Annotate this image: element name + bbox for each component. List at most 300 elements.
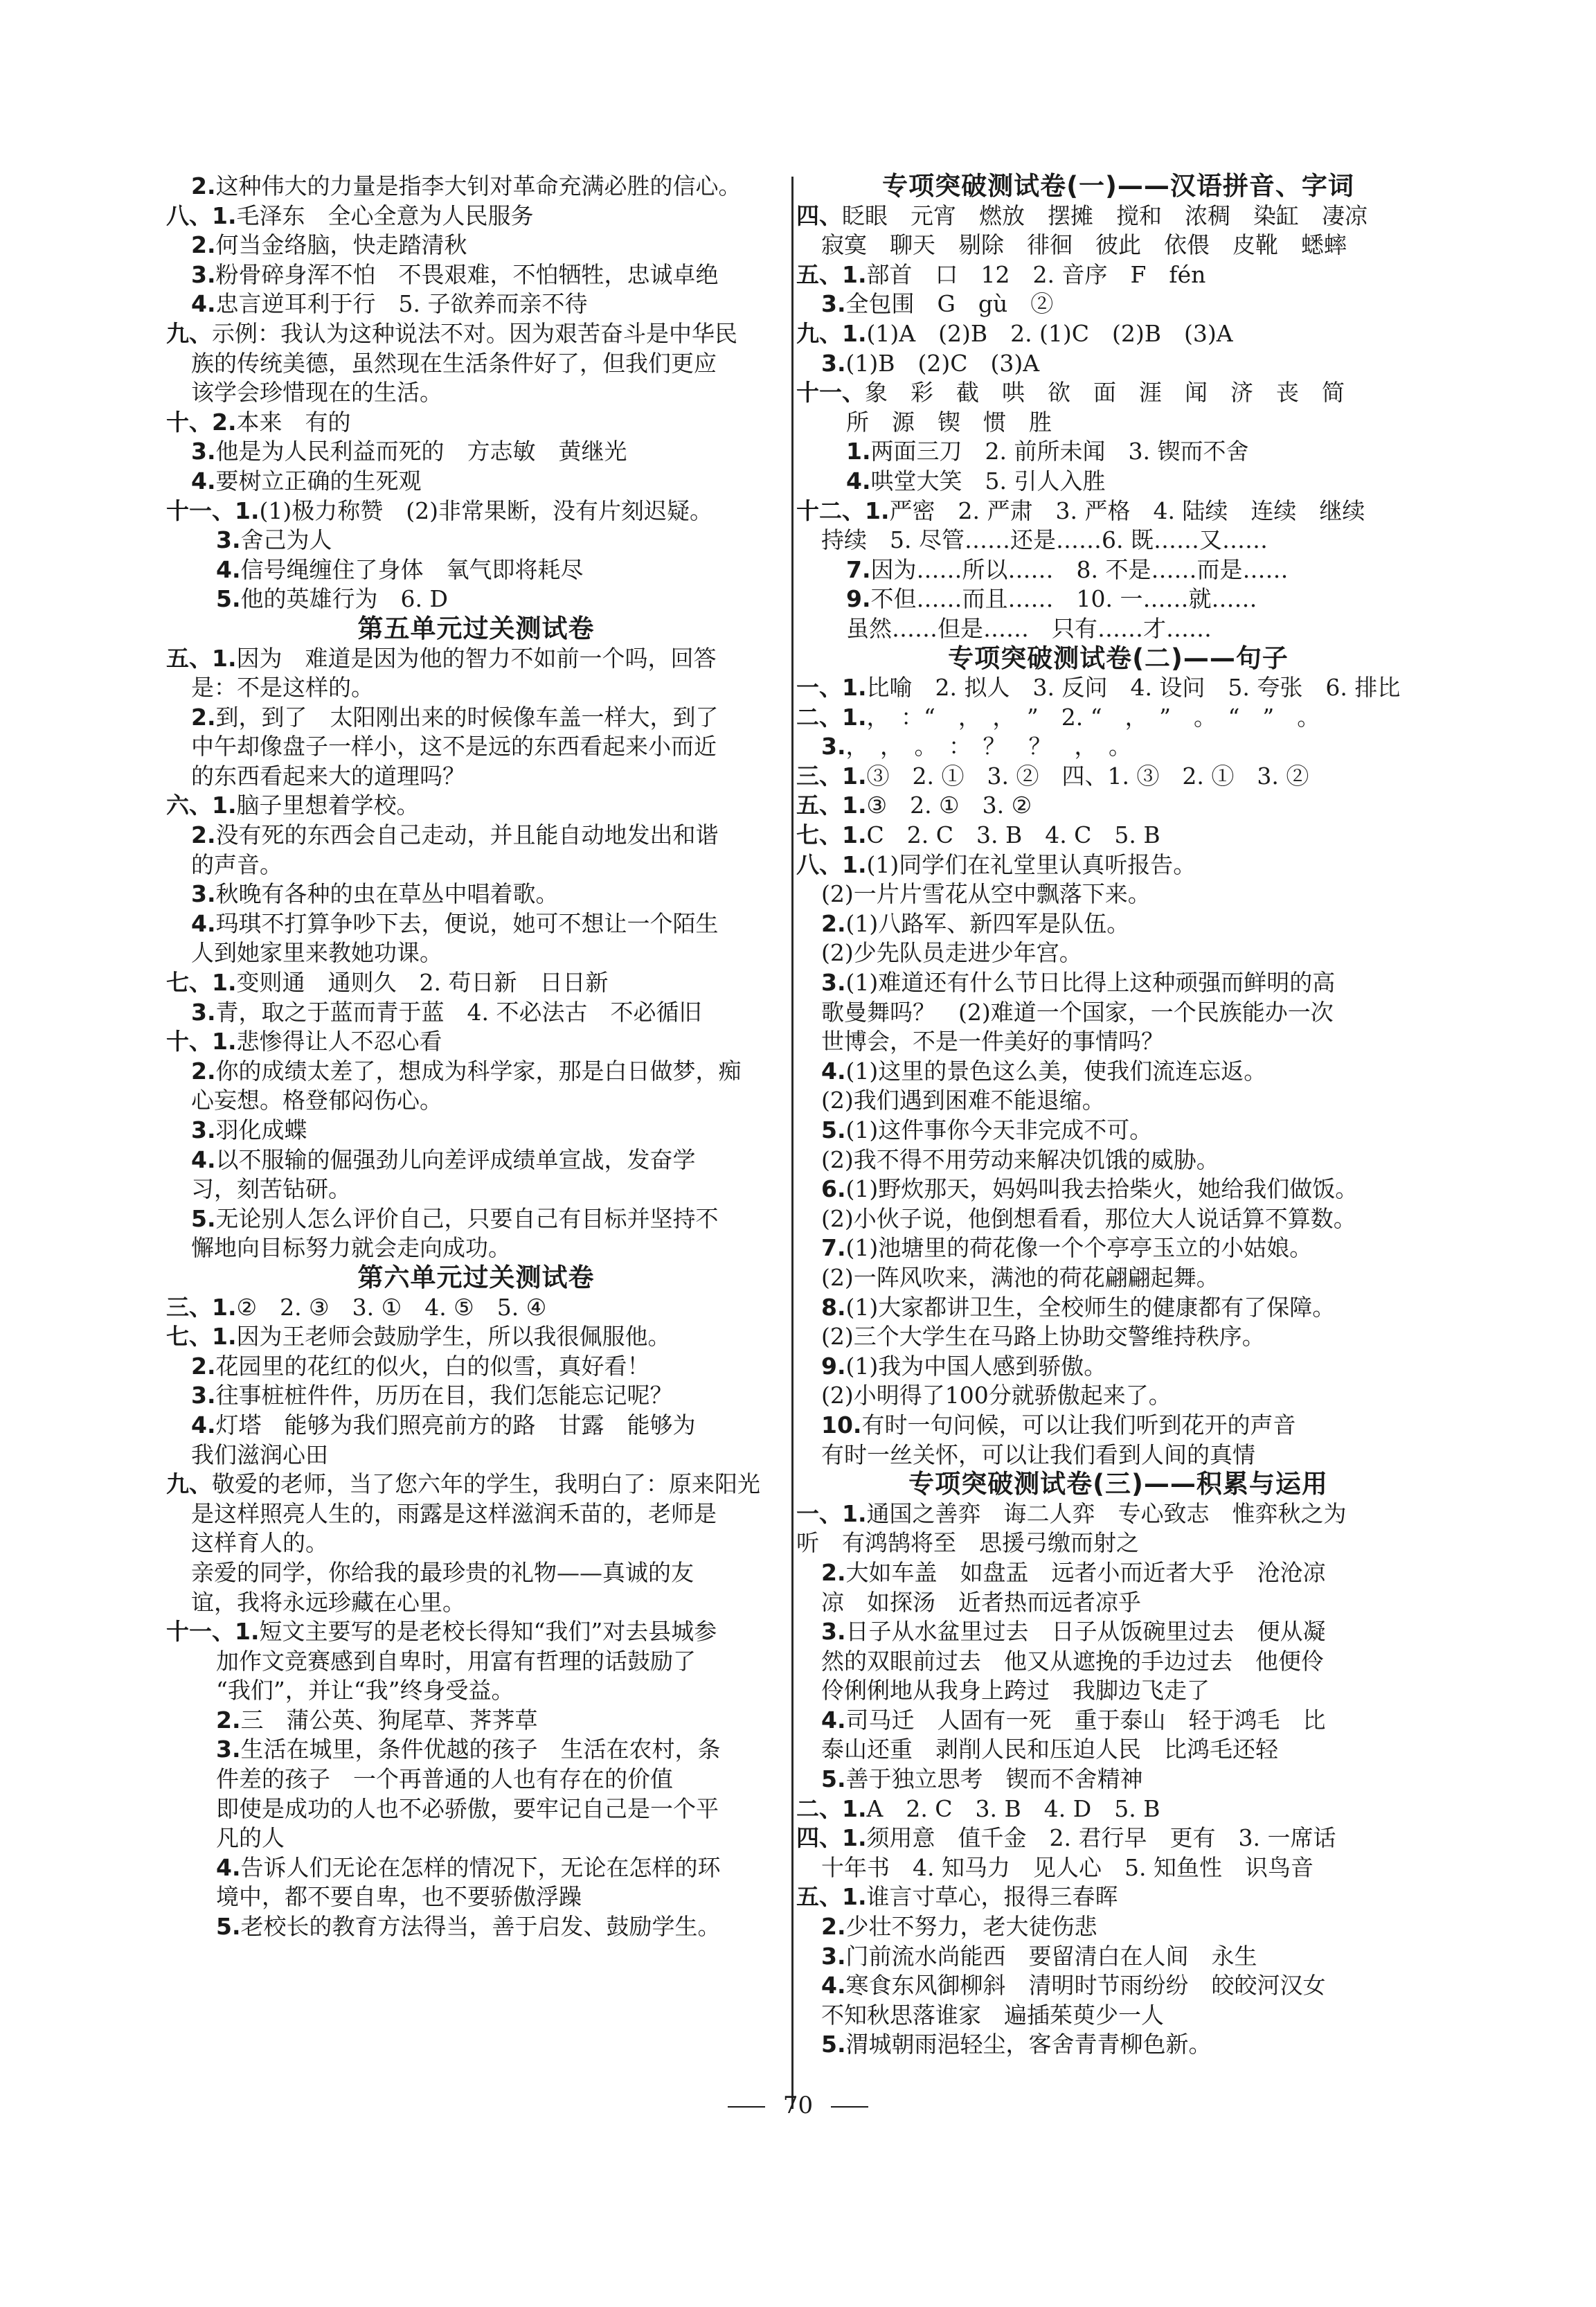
question-number: 三、1. [166, 1293, 237, 1321]
answer-text: 因为王老师会鼓励学生，所以我很佩服他。 [236, 1323, 671, 1351]
answer-text: 毛泽东 全心全意为人民服务 [236, 202, 534, 229]
answer-text: (2)我不得不用劳动来解决饥饿的威胁。 [821, 1146, 1219, 1173]
answer-text: 歌曼舞吗？ (2)难道一个国家，一个民族能办一次 [821, 998, 1334, 1026]
answer-line [796, 1381, 1440, 1411]
answer-line [796, 850, 1440, 880]
answer-line [166, 1470, 786, 1499]
answer-line [796, 2030, 1440, 2060]
answer-line [166, 1794, 786, 1824]
answer-line [796, 1086, 1440, 1116]
answer-text: 生活在城里，条件优越的孩子 生活在农村，条 [240, 1736, 721, 1763]
question-number: 4. [846, 467, 871, 495]
question-number: 9. [846, 585, 871, 613]
answer-line [166, 1735, 786, 1765]
question-number: 4. [216, 1853, 241, 1881]
answer-text: (2)小伙子说，他倒想看看，那位大人说话算不算数。 [821, 1204, 1356, 1232]
answer-line [796, 762, 1440, 792]
question-number: 4. [191, 1411, 216, 1438]
answer-line [796, 1824, 1440, 1853]
answer-text: 懈地向目标努力就会走向成功。 [191, 1234, 511, 1262]
answer-line [166, 821, 786, 850]
answer-line [166, 1558, 786, 1588]
answer-line [796, 1853, 1440, 1883]
answer-text: (1)极力称赞 (2)非常果断，没有片刻迟疑。 [259, 497, 712, 524]
answer-line [796, 437, 1440, 467]
answer-text: (1)野炊那天，妈妈叫我去拾柴火，她给我们做饭。 [845, 1175, 1359, 1203]
question-number: 九、 [166, 1470, 212, 1498]
answer-line [166, 260, 786, 290]
answer-line [166, 791, 786, 821]
answer-text: 部首 口 12 2. 音序 F fén [866, 260, 1206, 288]
answer-text: 老校长的教育方法得当，善于启发、鼓励学生。 [240, 1913, 721, 1941]
question-number: 4. [821, 1972, 846, 1999]
answer-text: 须用意 值千金 2. 君行早 更有 3. 一席话 [866, 1824, 1336, 1852]
answer-text: (1)这里的景色这么美，使我们流连忘返。 [845, 1057, 1267, 1085]
answer-text: (1)我为中国人感到骄傲。 [845, 1352, 1107, 1380]
answer-text: 无论别人怎么评价自己，只要自己有目标并坚持不 [215, 1204, 719, 1232]
answer-line [166, 349, 786, 379]
question-number: 10. [821, 1411, 862, 1438]
question-number: 3. [191, 260, 216, 288]
answer-text: 玛琪不打算争吵下去，便说，她可不想让一个陌生 [215, 909, 719, 937]
answer-text: 十年书 4. 知马力 见人心 5. 知鱼性 识鸟音 [821, 1853, 1313, 1881]
question-number: 3. [821, 290, 846, 318]
question-number: 3. [821, 733, 846, 760]
answer-text: 加作文竞赛感到自卑时，用富有哲理的话鼓励了 [216, 1647, 696, 1675]
answer-line [796, 260, 1440, 290]
answer-line [166, 526, 786, 555]
right-column [796, 172, 1440, 2060]
answer-text: 人到她家里来教她功课。 [191, 939, 442, 967]
answer-text: 伶俐俐地从我身上跨过 我脚边飞走了 [821, 1677, 1210, 1704]
answer-text: 善于独立思考 锲而不舍精神 [845, 1765, 1143, 1793]
answer-line [166, 1175, 786, 1204]
question-number: 3. [191, 1116, 216, 1143]
question-number: 7. [821, 1234, 846, 1262]
question-number: 十、2. [166, 408, 237, 436]
question-number: 十二、1. [796, 497, 890, 524]
page-footer [0, 2092, 1596, 2119]
answer-text: 粉骨碎身浑不怕 不畏艰难，不怕牺牲，忠诚卓绝 [215, 260, 719, 288]
question-number: 四、 [796, 202, 842, 229]
answer-text: 少壮不努力，老大徒伤悲 [845, 1913, 1097, 1941]
answer-line [166, 1146, 786, 1175]
answer-line [166, 1617, 786, 1647]
answer-line [796, 968, 1440, 998]
answer-line [796, 1558, 1440, 1588]
answer-text: (2)我们遇到困难不能退缩。 [821, 1087, 1105, 1114]
question-number: 四、1. [796, 1824, 867, 1852]
question-number: 九、1. [796, 319, 867, 347]
answer-text: 听 有鸿鹄将至 思援弓缴而射之 [796, 1529, 1139, 1557]
answer-line [796, 1882, 1440, 1912]
question-number: 七、1. [796, 821, 867, 849]
answer-text: 这种伟大的力量是指李大钊对革命充满必胜的信心。 [215, 172, 742, 199]
answer-line [166, 1706, 786, 1736]
question-number: 2. [191, 1352, 216, 1380]
answer-line [796, 1499, 1440, 1529]
question-number: 3. [191, 438, 216, 465]
answer-text: 持续 5. 尽管……还是……6. 既……又…… [821, 526, 1268, 554]
question-number: 5. [191, 1204, 216, 1232]
question-number: 5. [821, 1116, 846, 1143]
answer-line [796, 1735, 1440, 1765]
answer-text: ， ， 。 ： ？ ？ ， 。 [845, 733, 1131, 760]
answer-line [796, 378, 1440, 408]
question-number: 4. [191, 290, 216, 318]
answer-line [796, 1971, 1440, 2001]
answer-line [166, 172, 786, 202]
answer-line [166, 703, 786, 733]
question-number: 3. [821, 969, 846, 997]
answer-text: 要树立正确的生死观 [215, 467, 422, 495]
answer-text: 你的成绩太差了，想成为科学家，那是白日做梦，痴 [215, 1057, 742, 1085]
answer-line [166, 437, 786, 467]
question-number: 2. [821, 909, 846, 937]
answer-text: 忠言逆耳利于行 5. 子欲养而亲不待 [215, 290, 588, 318]
answer-line [166, 732, 786, 762]
answer-line [796, 1441, 1440, 1470]
answer-text: 族的传统美德，虽然现在生活条件好了，但我们更应 [191, 349, 717, 377]
answer-line [796, 614, 1440, 644]
answer-text: 不但……而且…… 10. 一……就…… [870, 585, 1257, 613]
answer-line [166, 555, 786, 585]
answer-line [796, 1146, 1440, 1175]
answer-text: (2)三个大学生在马路上协助交警维持秩序。 [821, 1323, 1265, 1351]
answer-text: 比喻 2. 拟人 3. 反问 4. 设问 5. 夸张 6. 排比 [866, 674, 1401, 702]
answer-text: ③ 2. ① 3. ② [866, 792, 1032, 819]
question-number: 5. [821, 1765, 846, 1793]
answer-text: (2)小明得了100分就骄傲起来了。 [821, 1382, 1172, 1409]
question-number: 2. [216, 1706, 241, 1734]
answer-text: 因为 难道是因为他的智力不如前一个吗，回答 [236, 644, 717, 672]
answer-text: 门前流水尚能西 要留清白在人间 永生 [845, 1942, 1257, 1970]
answer-line [166, 1588, 786, 1618]
answer-text: 他的英雄行为 6. D [240, 585, 448, 613]
column-divider [791, 177, 793, 2109]
answer-text: (1)八路军、新四军是队伍。 [845, 909, 1130, 937]
answer-line [796, 1116, 1440, 1146]
answer-text: 虽然……但是…… 只有……才…… [846, 614, 1212, 642]
answer-text: 的东西看起来大的道理吗？ [191, 762, 465, 790]
question-number: 4. [191, 467, 216, 495]
answer-line [166, 319, 786, 349]
answer-text: 凉 如探汤 近者热而远者凉乎 [821, 1588, 1141, 1616]
answer-text: 是这样照亮人生的，雨露是这样滋润禾苗的，老师是 [191, 1499, 717, 1527]
answer-line [166, 1529, 786, 1558]
answer-line [796, 497, 1440, 526]
answer-line [166, 880, 786, 909]
answer-text: 羽化成蝶 [215, 1116, 307, 1143]
answer-line [796, 1204, 1440, 1234]
answer-text: 告诉人们无论在怎样的情况下，无论在怎样的环 [240, 1853, 721, 1881]
answer-text: 舍己为人 [240, 526, 332, 554]
answer-text: 因为……所以…… 8. 不是……而是…… [870, 555, 1289, 583]
answer-line [166, 673, 786, 703]
answer-line [796, 732, 1440, 762]
answer-line [796, 703, 1440, 733]
answer-line [166, 1086, 786, 1116]
question-number: 二、1. [796, 703, 867, 731]
answer-line [796, 349, 1440, 379]
answer-line [796, 585, 1440, 614]
question-number: 八、1. [796, 850, 867, 878]
answer-line [166, 644, 786, 674]
answer-text: 件差的孩子 一个再普通的人也有存在的价值 [216, 1765, 673, 1793]
answer-text: 习，刻苦钻研。 [191, 1175, 351, 1203]
answer-line [796, 202, 1440, 231]
answer-line [166, 938, 786, 968]
section-title: 第五单元过关测试卷 [357, 613, 595, 643]
question-number: 2. [191, 703, 216, 731]
answer-text: 世博会，不是一件美好的事情吗？ [821, 1028, 1164, 1055]
answer-line [166, 497, 786, 526]
answer-line [796, 673, 1440, 703]
answer-line [796, 555, 1440, 585]
answer-text: 不知秋思落谁家 遍插茱萸少一人 [821, 2001, 1164, 2029]
answer-text: 眨眼 元宵 燃放 摆摊 搅和 浓稠 染缸 凄凉 [842, 202, 1368, 229]
footer-dash-left [728, 2106, 765, 2108]
answer-text: 司马迁 人固有一死 重于泰山 轻于鸿毛 比 [845, 1706, 1326, 1734]
answer-line [166, 1204, 786, 1234]
answer-line [166, 1441, 786, 1470]
answer-line [796, 526, 1440, 555]
question-number: 3. [191, 880, 216, 908]
answer-text: ， ：“ ， ， ” 2. “ ， ” 。 “ ” 。 [866, 703, 1320, 731]
answer-line [796, 2001, 1440, 2031]
answer-line [796, 231, 1440, 260]
answer-text: 大如车盖 如盘盂 远者小而近者大乎 沧沧凉 [845, 1558, 1326, 1586]
answer-text: 中午却像盘子一样小，这不是远的东西看起来小而近 [191, 733, 717, 760]
question-number: 8. [821, 1293, 846, 1321]
question-number: 5. [821, 2031, 846, 2058]
answer-text: 寂寞 聊天 剔除 徘徊 彼此 依偎 皮靴 蟋蟀 [821, 231, 1347, 259]
answer-line [166, 1882, 786, 1912]
question-number: 2. [821, 1558, 846, 1586]
question-number: 五、1. [796, 1883, 867, 1911]
answer-line [796, 1912, 1440, 1942]
answer-text: 青，取之于蓝而青于蓝 4. 不必法古 不必循旧 [215, 998, 702, 1026]
question-number: 4. [191, 1146, 216, 1173]
answer-line [796, 1322, 1440, 1352]
answer-line [166, 378, 786, 408]
answer-text: (1)池塘里的荷花像一个个亭亭玉立的小姑娘。 [845, 1234, 1313, 1262]
answer-text: (1)这件事你今天非完成不可。 [845, 1116, 1153, 1143]
answer-text: 两面三刀 2. 前所未闻 3. 锲而不舍 [870, 438, 1249, 465]
answer-text: 没有死的东西会自己走动，并且能自动地发出和谐 [215, 821, 719, 849]
answer-line [166, 1322, 786, 1352]
answer-text: 心妄想。格登郁闷伤心。 [191, 1087, 442, 1114]
answer-line [796, 1175, 1440, 1204]
question-number: 3. [821, 1942, 846, 1970]
answer-text: 有时一丝关怀，可以让我们看到人间的真情 [821, 1441, 1255, 1468]
answer-text: 敬爱的老师，当了您六年的学生，我明白了：原来阳光 [212, 1470, 760, 1498]
answer-line [166, 231, 786, 260]
question-number: 4. [821, 1057, 846, 1085]
answer-text: 所 源 锲 惯 胜 [846, 408, 1052, 436]
answer-line [166, 1381, 786, 1411]
answer-line [796, 1676, 1440, 1706]
answer-line [166, 762, 786, 792]
answer-text: ③ 2. ① 3. ② 四、1. ③ 2. ① 3. ② [866, 762, 1309, 790]
answer-text: “我们”，并让“我”终身受益。 [216, 1677, 514, 1704]
answer-text: 日子从水盆里过去 日子从饭碗里过去 便从凝 [845, 1618, 1326, 1646]
answer-line [166, 850, 786, 880]
answer-text: 严密 2. 严肃 3. 严格 4. 陆续 连续 继续 [889, 497, 1365, 524]
answer-text: 以不服输的倔强劲儿向差评成绩单宣战，发奋学 [215, 1146, 696, 1173]
question-number: 2. [191, 821, 216, 849]
question-number: 3. [821, 349, 846, 377]
answer-text: 象 彩 截 哄 欲 面 涯 闻 济 丧 简 [865, 379, 1345, 407]
answer-line [166, 998, 786, 1028]
question-number: 七、1. [166, 969, 237, 997]
section-title: 第六单元过关测试卷 [357, 1262, 595, 1292]
answer-text: (2)一阵风吹来，满池的荷花翩翩起舞。 [821, 1263, 1219, 1291]
answer-line [166, 1293, 786, 1323]
answer-text: 渭城朝雨浥轻尘，客舍青青柳色新。 [845, 2031, 1212, 2058]
footer-dash-right [831, 2106, 868, 2108]
answer-line [166, 1116, 786, 1146]
answer-line [796, 1529, 1440, 1558]
question-number: 6. [821, 1175, 846, 1203]
question-number: 七、1. [166, 1323, 237, 1351]
question-number: 一、1. [796, 1499, 867, 1527]
answer-line [166, 1676, 786, 1706]
answer-line [796, 1794, 1440, 1824]
answer-line [166, 1853, 786, 1883]
question-number: 4. [191, 909, 216, 937]
answer-line [796, 909, 1440, 939]
answer-line [166, 408, 786, 438]
question-number: 3. [216, 526, 241, 554]
question-number: 十一、1. [166, 497, 260, 524]
question-number: 五、1. [166, 644, 237, 672]
answer-line [166, 202, 786, 231]
answer-text: 境中，都不要自卑，也不要骄傲浮躁 [216, 1883, 582, 1911]
answer-text: 脑子里想着学校。 [236, 792, 420, 819]
answer-text: 信号绳缠住了身体 氧气即将耗尽 [240, 555, 584, 583]
answer-line [166, 290, 786, 319]
question-number: 4. [821, 1706, 846, 1734]
answer-text: (1)大家都讲卫生，全校师生的健康都有了保障。 [845, 1293, 1336, 1321]
answer-line [796, 998, 1440, 1028]
question-number: 2. [821, 1913, 846, 1941]
answer-line [166, 909, 786, 939]
answer-text: (1)同学们在礼堂里认真听报告。 [866, 850, 1196, 878]
answer-text: 花园里的花红的似火，白的似雪，真好看！ [215, 1352, 650, 1380]
answer-text: 谊，我将永远珍藏在心里。 [191, 1588, 465, 1616]
question-number: 1. [846, 438, 871, 465]
answer-text: 这样育人的。 [191, 1529, 328, 1557]
question-number: 六、1. [166, 792, 237, 819]
question-number: 7. [846, 555, 871, 583]
question-number: 二、1. [796, 1794, 867, 1822]
answer-text: 示例：我认为这种说法不对。因为艰苦奋斗是中华民 [212, 319, 737, 347]
section-title: 专项突破测试卷(三)——积累与运用 [908, 1469, 1328, 1499]
answer-line [166, 1233, 786, 1263]
question-number: 3. [216, 1736, 241, 1763]
answer-text: A 2. C 3. B 4. D 5. B [866, 1794, 1160, 1822]
question-number: 5. [216, 585, 241, 613]
question-number: 2. [191, 1057, 216, 1085]
answer-text: 通国之善弈 诲二人弈 专心致志 惟弈秋之为 [866, 1499, 1347, 1527]
answer-text: (1)难道还有什么节日比得上这种顽强而鲜明的高 [845, 969, 1336, 997]
question-number: 三、1. [796, 762, 867, 790]
answer-line [166, 1057, 786, 1087]
answer-text: 的声音。 [191, 850, 283, 878]
answer-text: ② 2. ③ 3. ① 4. ⑤ 5. ④ [236, 1293, 547, 1321]
answer-line [796, 938, 1440, 968]
answer-text: (1)B (2)C (3)A [845, 349, 1040, 377]
section-title: 专项突破测试卷(一)——汉语拼音、字词 [882, 171, 1354, 201]
answer-text: 有时一句问候，可以让我们听到花开的声音 [861, 1411, 1296, 1438]
question-number: 3. [191, 1382, 216, 1409]
answer-text: 他是为人民利益而死的 方志敏 黄继光 [215, 438, 627, 465]
answer-line [796, 1765, 1440, 1794]
answer-line [166, 1499, 786, 1529]
answer-line [796, 1233, 1440, 1263]
question-number: 2. [191, 231, 216, 259]
answer-line [796, 1293, 1440, 1323]
answer-line [166, 1765, 786, 1794]
answer-line [796, 821, 1440, 850]
question-number: 八、1. [166, 202, 237, 229]
question-number: 4. [216, 555, 241, 583]
question-number: 9. [821, 1352, 846, 1380]
answer-line [796, 1027, 1440, 1057]
answer-text: (2)少先队员走进少年宫。 [821, 939, 1082, 967]
answer-line [796, 1411, 1440, 1441]
answer-text: 三 蒲公英、狗尾草、荠荠草 [240, 1706, 538, 1734]
answer-text: 悲惨得让人不忍心看 [236, 1028, 442, 1055]
answer-text: C 2. C 3. B 4. C 5. B [866, 821, 1160, 849]
question-number: 十一、 [796, 379, 865, 407]
question-number: 3. [821, 1618, 846, 1646]
answer-line [796, 1588, 1440, 1618]
answer-line [796, 408, 1440, 438]
answer-line [166, 1027, 786, 1057]
answer-text: 是：不是这样的。 [191, 674, 374, 702]
answer-line [796, 1057, 1440, 1087]
question-number: 五、1. [796, 260, 867, 288]
answer-text: 谁言寸草心，报得三春晖 [866, 1883, 1118, 1911]
left-column [166, 172, 786, 1942]
answer-line [166, 1824, 786, 1853]
question-number: 十、1. [166, 1028, 237, 1055]
answer-line [796, 290, 1440, 319]
page-number: 70 [782, 2092, 814, 2119]
answer-line [796, 1647, 1440, 1677]
answer-text: 该学会珍惜现在的生活。 [191, 379, 442, 407]
answer-line [796, 1263, 1440, 1293]
answer-text: 我们滋润心田 [191, 1441, 328, 1468]
question-number: 2. [191, 172, 216, 199]
section-title: 专项突破测试卷(二)——句子 [948, 643, 1289, 673]
question-number: 5. [216, 1913, 241, 1941]
answer-text: 到，到了 太阳刚出来的时候像车盖一样大，到了 [215, 703, 719, 731]
answer-line [796, 319, 1440, 349]
answer-line [796, 1942, 1440, 1972]
answer-line [166, 1411, 786, 1441]
answer-text: 全包围 G gù ② [845, 290, 1054, 318]
answer-text: 泰山还重 剥削人民和压迫人民 比鸿毛还轻 [821, 1736, 1278, 1763]
answer-text: 凡的人 [216, 1824, 285, 1852]
answer-text: 往事桩桩件件，历历在目，我们怎能忘记呢？ [215, 1382, 673, 1409]
answer-text: 亲爱的同学，你给我的最珍贵的礼物——真诚的友 [191, 1558, 694, 1586]
answer-line [796, 1352, 1440, 1382]
answer-line [166, 1912, 786, 1942]
answer-line [796, 791, 1440, 821]
